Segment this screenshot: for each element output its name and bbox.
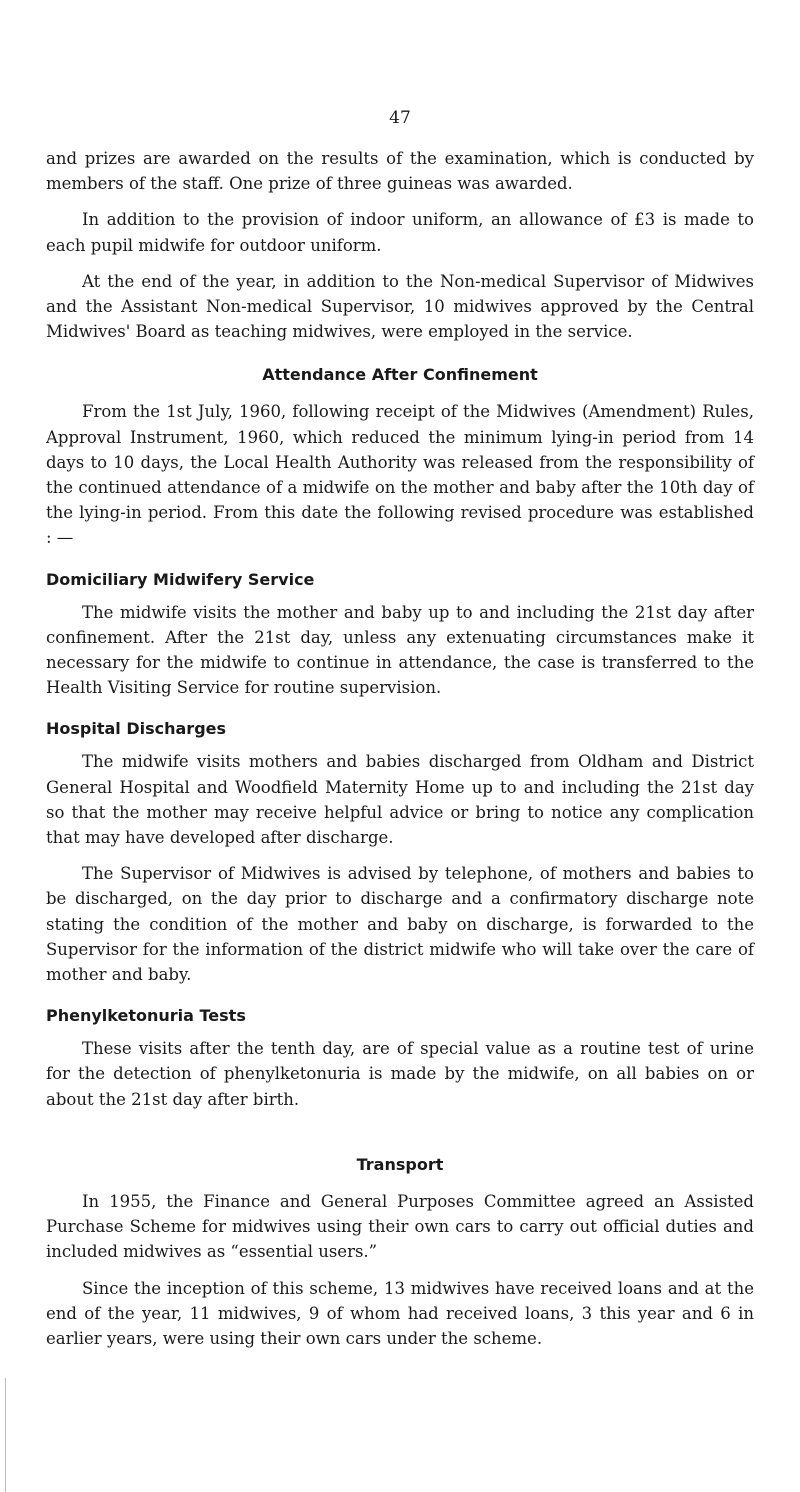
paragraph-teaching-midwives: At the end of the year, in addition to the Non-medical Supervisor of Midwives and the Assistant Non-medical Supervisor, 10 midwives approved by the Central Midwives' Board as teaching midwives, were employed in the service. xyxy=(46,271,754,342)
heading-phenylketonuria-tests: Phenylketonuria Tests xyxy=(46,1006,246,1026)
heading-transport: Transport xyxy=(356,1154,444,1174)
heading-domiciliary-midwifery-service: Domiciliary Midwifery Service xyxy=(46,569,315,589)
paragraph-supervisor-advised: The Supervisor of Midwives is advised by telephone, of mothers and babies to be discharged, on the day prior to discharge and a confirmatory discharge note stating the condition of the mother and baby on discharge, is forwarded to the Supervisor for the information of the district midwife who will take over the care of mother and baby. xyxy=(46,864,754,985)
paragraph-uniform-allowance: In addition to the provision of indoor uniform, an allowance of £3 is made to each pupil midwife for outdoor uniform. xyxy=(46,210,754,255)
heading-hospital-discharges: Hospital Discharges xyxy=(46,719,227,739)
scan-margin-line xyxy=(5,1378,6,1492)
heading-attendance-after-confinement: Attendance After Confinement xyxy=(262,365,538,385)
paragraph-phenylketonuria: These visits after the tenth day, are of special value as a routine test of urine for the detection of phenylketonuria is made by the midwife, on all babies on or about the 21st day after birth. xyxy=(46,1039,754,1109)
paragraph-car-loans: Since the inception of this scheme, 13 midwives have received loans and at the end of the year, 11 midwives, 9 of whom had received loans, 3 this year and 6 in earlier years, were using their own cars under the scheme. xyxy=(46,1278,754,1348)
paragraph-hospital-visits: The midwife visits mothers and babies discharged from Oldham and District General Hospital and Woodfield Maternity Home up to and including the 21st day so that the mother may receive helpful advice or bring to notice any complication that may have developed after discharge. xyxy=(46,752,754,848)
paragraph-prizes: and prizes are awarded on the results of the examination, which is conducted by members of the staff. One prize of three guineas was awarded. xyxy=(46,149,754,194)
page-body xyxy=(46,146,754,1362)
paragraph-domiciliary-procedure: The midwife visits the mother and baby up to and including the 21st day after confinement. After the 21st day, unless any extenuating circumstances make it necessary for the midwife to continue in attendance, the case is transferred to the Health Visiting Service for routine supervision. xyxy=(46,602,754,698)
paragraph-amendment-rules: From the 1st July, 1960, following receipt of the Midwives (Amendment) Rules, Approval Instrument, 1960, which reduced the minimum lying-in period from 14 days to 10 days, the Local Health Authority was released from the responsibility of the continued attendance of a midwife on the mother and baby after the 10th day of the lying-in period. From this date the following revised procedure was established : — xyxy=(46,402,754,548)
paragraph-assisted-purchase-scheme: In 1955, the Finance and General Purposes Committee agreed an Assisted Purchase Scheme for midwives using their own cars to carry out official duties and included midwives as “essential users.” xyxy=(46,1191,754,1262)
page-number: 47 xyxy=(389,108,411,128)
